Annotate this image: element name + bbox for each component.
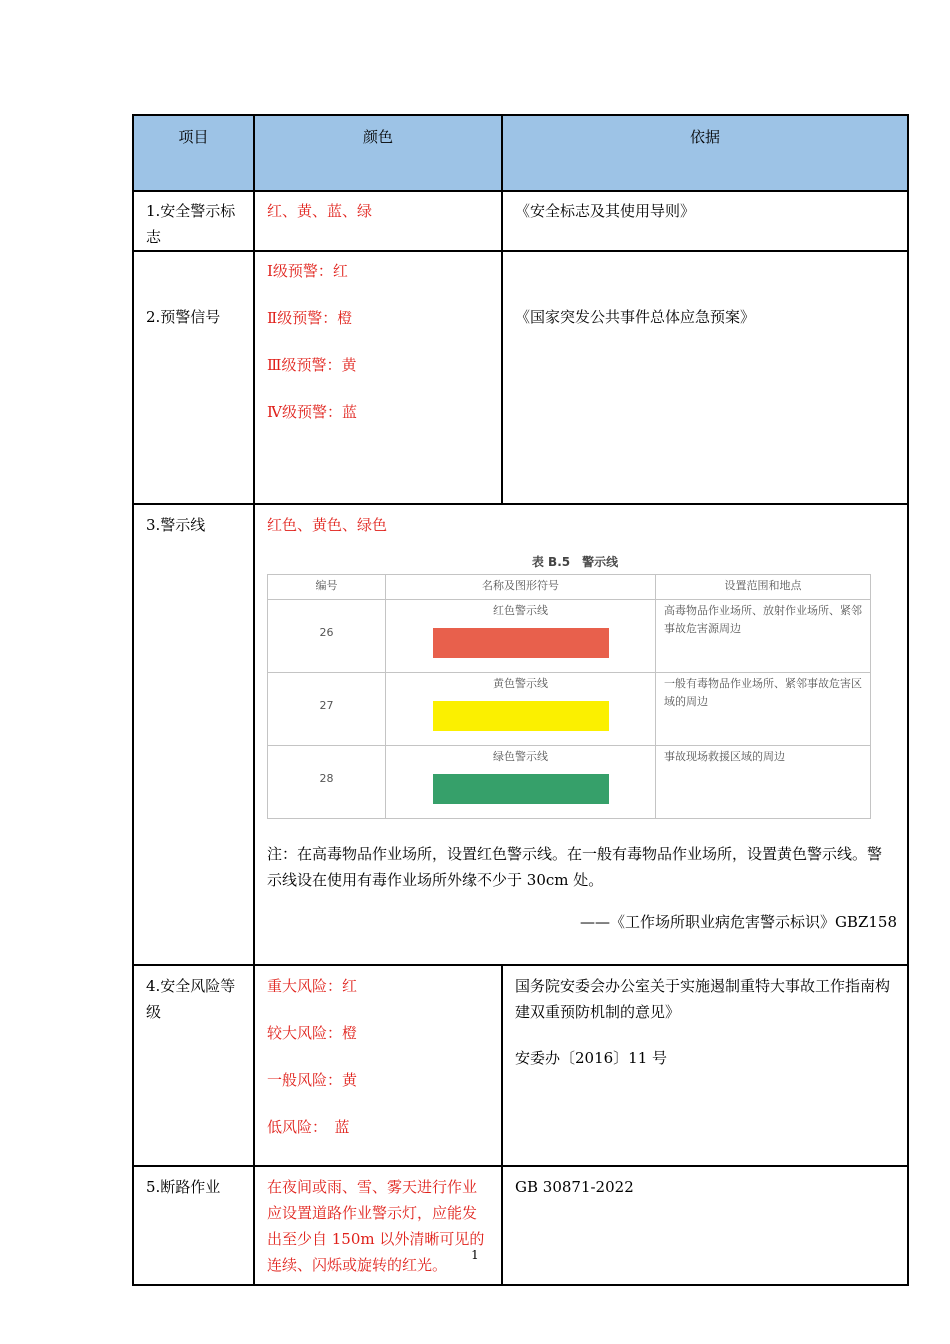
risk-level-2: 较大风险：橙 — [267, 1024, 358, 1042]
row1-basis: 《安全标志及其使用导则》 — [502, 191, 908, 251]
embedded-name: 红色警示线 — [493, 604, 548, 617]
risk-level-1: 重大风险：红 — [267, 977, 358, 995]
embedded-row-yellow — [268, 673, 871, 746]
header-item: 项目 — [133, 115, 254, 191]
row3-source: ——《工作场所职业病危害警示标识》GBZ158 — [579, 913, 897, 931]
embedded-table-title: 表 B.5 警示线 — [531, 555, 619, 569]
row3-content — [254, 504, 908, 965]
embedded-no: 28 — [319, 772, 334, 785]
row-warning-line — [133, 504, 908, 965]
row2-levels — [254, 251, 502, 504]
embedded-header-row — [268, 575, 871, 600]
red-warning-line-swatch — [433, 628, 609, 658]
row-warning-signal — [133, 251, 908, 504]
header-basis: 依据 — [502, 115, 908, 191]
row4-basis: 国务院安委会办公室关于实施遏制重特大事故工作指南构建双重预防机制的意见》 — [515, 977, 891, 1021]
row3-note: 注：在高毒物品作业场所，设置红色警示线。在一般有毒物品作业场所，设置黄色警示线。警示线设在使用有毒作业场所外缘不少于 30cm 处。 — [267, 845, 883, 889]
risk-level-3: 一般风险：黄 — [267, 1071, 358, 1089]
embedded-name: 绿色警示线 — [493, 750, 548, 763]
embedded-place: 高毒物品作业场所、放射作业场所、紧邻事故危害源周边 — [656, 600, 871, 673]
row4-item: 4.安全风险等级 — [133, 965, 254, 1166]
warning-level-2: Ⅱ级预警：橙 — [267, 309, 353, 327]
row1-item: 1.安全警示标志 — [133, 191, 254, 251]
embedded-place: 一般有毒物品作业场所、紧邻事故危害区域的周边 — [656, 673, 871, 746]
warning-level-3: Ⅲ级预警：黄 — [267, 356, 357, 374]
embedded-row-red — [268, 600, 871, 673]
row-road-closure — [133, 1166, 908, 1285]
embedded-row-green — [268, 746, 871, 819]
yellow-warning-line-swatch — [433, 701, 609, 731]
warning-level-4: Ⅳ级预警：蓝 — [267, 403, 357, 421]
row-safety-signs — [133, 191, 908, 251]
embedded-no: 27 — [319, 699, 334, 712]
main-table — [132, 114, 909, 1286]
row-risk-level — [133, 965, 908, 1166]
header-row — [133, 115, 908, 191]
green-warning-line-swatch — [433, 774, 609, 804]
embedded-table — [267, 574, 871, 819]
row4-basis-no: 安委办〔2016〕11 号 — [515, 1049, 668, 1067]
embedded-table-image — [267, 550, 871, 819]
embedded-header-name: 名称及图形符号 — [386, 575, 656, 600]
risk-level-4: 低风险： 蓝 — [267, 1118, 350, 1136]
row5-basis: GB 30871-2022 — [502, 1166, 908, 1285]
embedded-place: 事故现场救援区域的周边 — [656, 746, 871, 819]
warning-level-1: Ⅰ级预警：红 — [267, 262, 348, 280]
row5-color: 在夜间或雨、雪、雾天进行作业应设置道路作业警示灯，应能发出至少自 150m 以外清晰可见的连续、闪烁或旋转的红光。 — [254, 1166, 502, 1285]
embedded-header-no: 编号 — [268, 575, 386, 600]
row3-color: 红色、黄色、绿色 — [267, 516, 388, 534]
page-number: 1 — [471, 1248, 479, 1262]
embedded-header-place: 设置范围和地点 — [656, 575, 871, 600]
row3-item: 3.警示线 — [133, 504, 254, 965]
row2-item: 2.预警信号 — [133, 251, 254, 504]
row4-levels — [254, 965, 502, 1166]
row5-item: 5.断路作业 — [133, 1166, 254, 1285]
row2-basis: 《国家突发公共事件总体应急预案》 — [502, 251, 908, 504]
row1-color: 红、黄、蓝、绿 — [254, 191, 502, 251]
embedded-name: 黄色警示线 — [493, 677, 548, 690]
embedded-no: 26 — [319, 626, 334, 639]
row4-basis-cell — [502, 965, 908, 1166]
header-color: 颜色 — [254, 115, 502, 191]
